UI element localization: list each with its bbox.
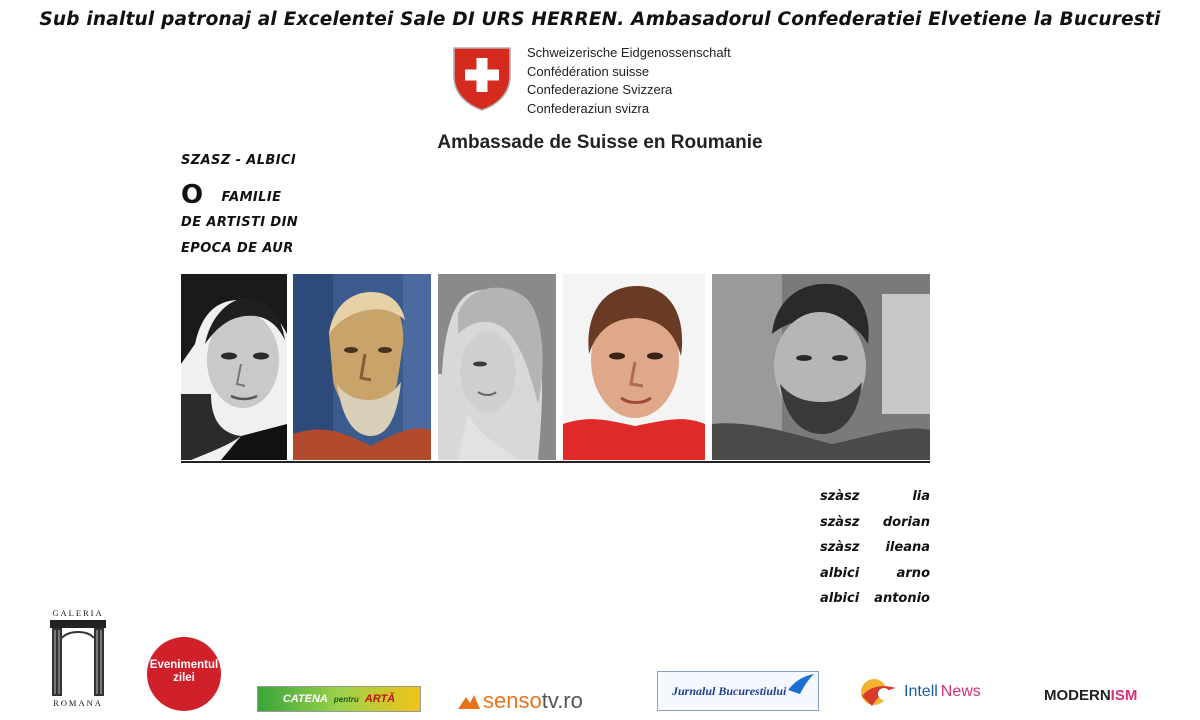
swiss-coat-of-arms-icon	[452, 46, 512, 112]
confederation-name-fr: Confédération suisse	[527, 63, 650, 79]
portrait-photo-4	[563, 274, 705, 460]
intell-news-swirl-icon	[858, 676, 900, 708]
artist-row	[820, 510, 930, 536]
intell-news-logo	[858, 676, 981, 708]
artist-row	[820, 484, 930, 510]
intell-logo-word2: News	[940, 683, 981, 700]
photo-strip-divider	[181, 461, 930, 463]
confederation-name-de: Schweizerische Eidgenossenschaft	[527, 45, 731, 60]
artist-row	[820, 535, 930, 561]
portrait-photo-3	[438, 274, 556, 460]
senso-mountain-icon	[458, 693, 480, 709]
portrait-painting-2	[293, 274, 431, 460]
exhibition-title-line4: EPOCA DE AUR	[181, 241, 294, 256]
exhibition-title-line3: DE ARTISTI DIN	[181, 215, 299, 230]
evenimentul-logo-line2: zilei	[173, 672, 195, 684]
jurnalul-bucurestiului-logo	[657, 671, 819, 711]
modernism-logo-word2: ISM	[1110, 687, 1138, 704]
portrait-photo-5	[712, 274, 930, 460]
confederation-name-it: Confederazione Svizzera	[527, 82, 673, 97]
modernism-logo	[1044, 680, 1137, 704]
patronage-headline: Sub inaltul patronaj al Excelentei Sale DI URS HERREN. Ambasadorul Confederatiei Elvetiene la Bucuresti	[39, 9, 1161, 30]
galeria-arch-icon	[46, 618, 110, 698]
artist-list	[820, 484, 930, 612]
artist-row	[820, 586, 930, 612]
modernism-logo-word1: MODERN	[1044, 687, 1111, 704]
artist-row	[820, 561, 930, 587]
artist-given-name: dorian	[882, 514, 930, 530]
confederation-names	[527, 44, 731, 118]
exhibition-title-line1: SZASZ - ALBICI	[181, 153, 297, 168]
jurnal-logo-text: Jurnalul Bucurestiului	[672, 684, 787, 698]
catena-logo-word2: pentru	[333, 694, 359, 704]
galeria-logo-bottom-text: ROMANA	[53, 698, 103, 708]
artist-given-name: lia	[912, 489, 930, 504]
artist-family-name: szàsz	[820, 514, 860, 530]
intell-logo-word1: Intell	[904, 683, 938, 700]
galeria-romana-logo	[46, 608, 110, 714]
exhibition-title-familie: FAMILIE	[221, 190, 282, 205]
catena-logo-word3: ARTĂ	[364, 693, 396, 705]
bird-icon	[786, 672, 816, 696]
senso-logo-word: senso	[483, 688, 542, 713]
exhibition-title-o: O	[181, 180, 204, 210]
sensotv-logo	[458, 688, 583, 714]
artist-family-name: albici	[820, 591, 860, 606]
artist-given-name: arno	[896, 565, 930, 581]
confederation-name-rm: Confederaziun svizra	[527, 100, 650, 116]
artist-family-name: szàsz	[820, 540, 860, 555]
embassy-title: Ambassade de Suisse en Roumanie	[437, 132, 763, 153]
exhibition-title-line2	[181, 180, 281, 210]
galeria-logo-top-text: GALERIA	[52, 608, 104, 618]
catena-pentru-arta-logo	[257, 686, 421, 712]
artist-family-name: szàsz	[820, 489, 860, 504]
evenimentul-logo-line1: Evenimentul	[149, 659, 219, 671]
portrait-photo-1	[181, 274, 287, 460]
senso-logo-domain: tv.ro	[541, 688, 583, 713]
artist-family-name: albici	[820, 565, 860, 581]
artist-given-name: ileana	[885, 540, 930, 555]
catena-logo-word1: CATENA	[282, 693, 328, 705]
artist-given-name: antonio	[874, 591, 930, 606]
evenimentul-zilei-logo	[147, 637, 221, 711]
